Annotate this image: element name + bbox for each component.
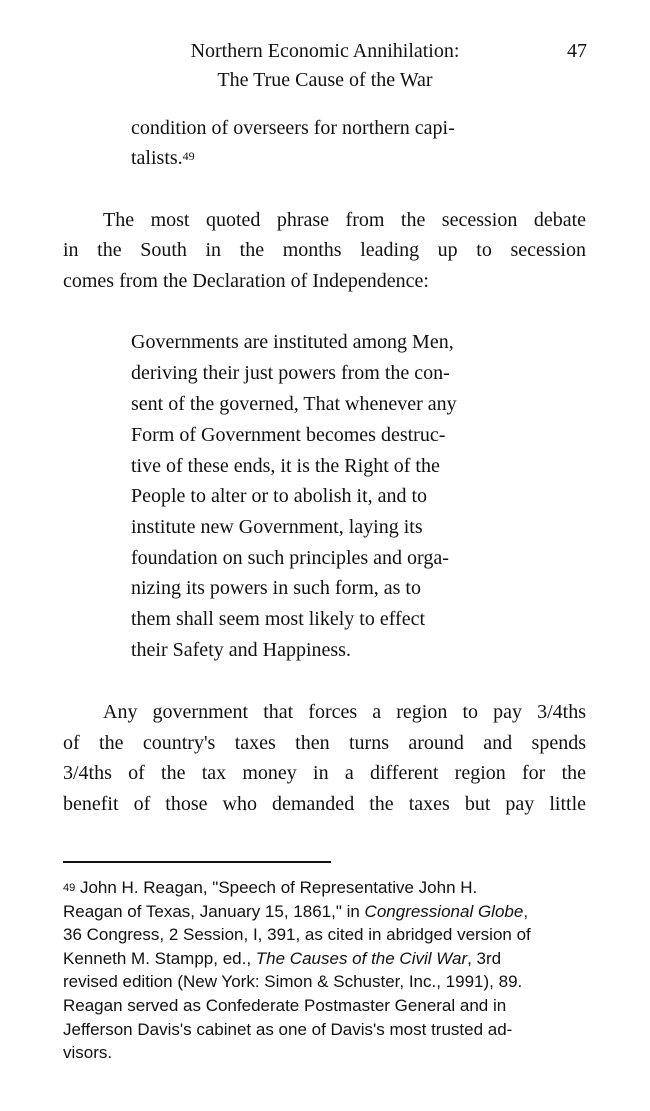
footnote-book-title: The Causes of the Civil War <box>255 948 468 968</box>
footnote-text: , <box>523 901 529 921</box>
running-title-line-2: The True Cause of the War <box>217 69 433 91</box>
running-head <box>0 37 650 93</box>
block-quote-line: People to alter or to abolish it, and to <box>131 485 428 507</box>
footnote-line-1 <box>63 876 588 900</box>
page-number: 47 <box>567 40 587 62</box>
footnote-source-title: Congressional Globe <box>364 901 524 921</box>
footnote-text: , 3rd <box>467 948 502 968</box>
footnote-line-5: revised edition (New York: Simon & Schuster, Inc., 1991), 89. <box>63 972 523 992</box>
footnote-marker: 49 <box>63 882 76 894</box>
block-quote-line: nizing its powers in such form, as to <box>131 577 421 599</box>
paragraph-2-line-1: Any government that forces a region to pay 3/4ths <box>103 701 586 723</box>
footnote-reference: 49 <box>182 149 195 163</box>
running-title-line-1: Northern Economic Annihilation: <box>190 40 460 62</box>
footnote-line-3: 36 Congress, 2 Session, I, 391, as cited in abridged version of <box>63 925 531 945</box>
block-quote-line: tive of these ends, it is the Right of the <box>131 455 440 477</box>
paragraph-1-line-3: comes from the Declaration of Independence: <box>63 270 429 292</box>
footnote-text: Reagan of Texas, January 15, 1861," in <box>63 901 365 921</box>
block-quote-line: deriving their just powers from the con- <box>131 362 450 384</box>
paragraph-2-line-2: of the country's taxes then turns around and spends <box>63 732 586 754</box>
continued-quote-line-1: condition of overseers for northern capi- <box>131 117 455 139</box>
paragraph-2-line-3: 3/4ths of the tax money in a different region for the <box>63 762 586 784</box>
block-quote-line: foundation on such principles and orga- <box>131 547 449 569</box>
block-quote-line: them shall seem most likely to effect <box>131 608 426 630</box>
block-quote-line: Form of Government becomes destruc- <box>131 424 446 446</box>
footnote-text: John H. Reagan, "Speech of Representative John H. <box>75 878 478 897</box>
footnote-line-7: Jefferson Davis's cabinet as one of Davis's most trusted ad- <box>63 1019 513 1039</box>
block-quote-line: institute new Government, laying its <box>131 516 423 538</box>
footnote-line-2 <box>63 900 588 924</box>
footnote-rule <box>63 861 331 863</box>
footnote-line-6: Reagan served as Confederate Postmaster General and in <box>63 995 507 1015</box>
running-title <box>150 37 500 95</box>
paragraph-1-line-2: in the South in the months leading up to secession <box>63 239 586 261</box>
continued-quote-line-2 <box>131 143 195 173</box>
continued-quote-text: talists. <box>131 147 183 169</box>
footnote-text: Kenneth M. Stampp, ed., <box>63 948 256 968</box>
paragraph-1-line-1: The most quoted phrase from the secession debate <box>103 209 586 231</box>
block-quote-line: their Safety and Happiness. <box>131 639 351 661</box>
footnote-line-4 <box>63 947 588 971</box>
footnote <box>63 876 588 1065</box>
footnote-line-8: visors. <box>63 1043 113 1063</box>
paragraph-2-line-4: benefit of those who demanded the taxes but pay little <box>63 793 586 815</box>
block-quote-line: sent of the governed, That whenever any <box>131 393 457 415</box>
block-quote-line: Governments are instituted among Men, <box>131 331 454 353</box>
